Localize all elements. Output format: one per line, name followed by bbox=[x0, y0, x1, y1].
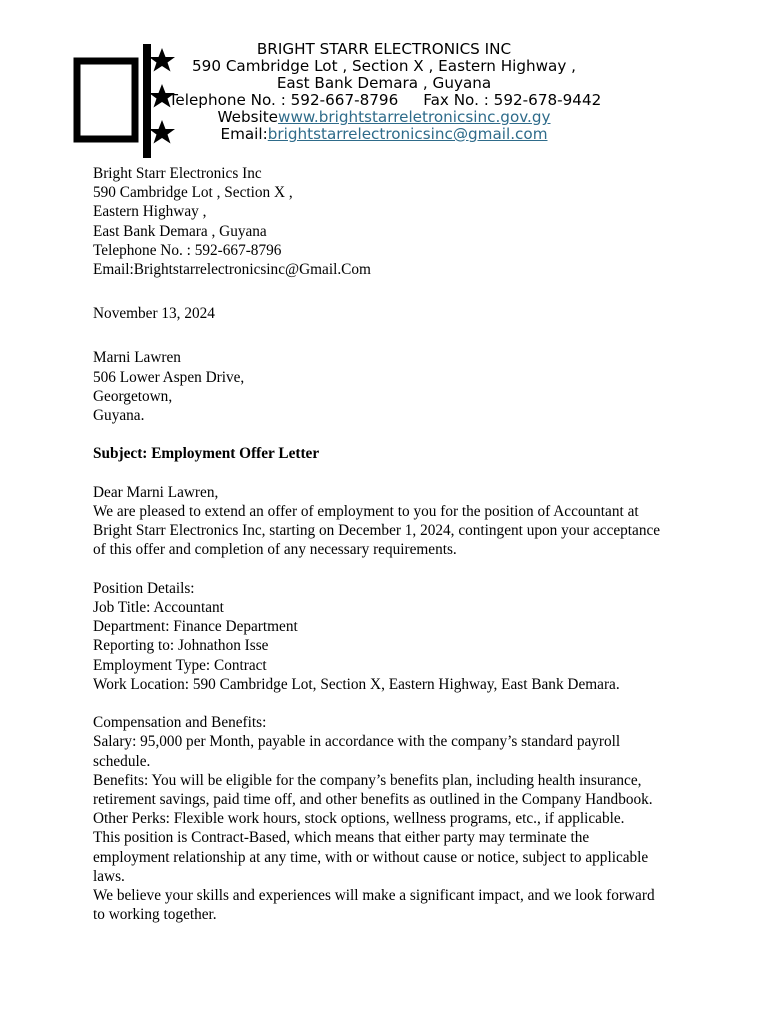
sender-block bbox=[93, 164, 683, 279]
compensation-line: laws. bbox=[93, 867, 125, 885]
compensation-line: Salary: 95,000 per Month, payable in accordance with the company’s standard payroll bbox=[93, 733, 621, 751]
letterhead-website bbox=[0, 109, 768, 126]
compensation-line: employment relationship at any time, with or without cause or notice, subject to applicable bbox=[93, 848, 649, 866]
position-reporting: Reporting to: Johnathon Isse bbox=[93, 637, 269, 655]
letterhead bbox=[0, 41, 768, 143]
recipient-address-line3: Guyana. bbox=[93, 407, 145, 425]
letter-body bbox=[93, 164, 683, 924]
compensation-line: We believe your skills and experiences will make a significant impact, and we look forward bbox=[93, 887, 655, 905]
letterhead-telephone: Telephone No. : 592-667-8796 bbox=[168, 91, 399, 109]
intro-line: of this offer and completion of any necessary requirements. bbox=[93, 541, 457, 559]
website-link[interactable]: www.brightstarreletronicsinc.gov.gy bbox=[278, 108, 551, 126]
position-location: Work Location: 590 Cambridge Lot, Section X, Eastern Highway, East Bank Demara. bbox=[93, 675, 620, 693]
letter-date: November 13, 2024 bbox=[93, 305, 215, 323]
compensation-line: to working together. bbox=[93, 906, 217, 924]
sender-email: Email:Brightstarrelectronicsinc@Gmail.Com bbox=[93, 261, 371, 279]
company-name: BRIGHT STARR ELECTRONICS INC bbox=[256, 40, 512, 58]
position-department: Department: Finance Department bbox=[93, 618, 298, 636]
letterhead-address-line2: East Bank Demara , Guyana bbox=[276, 74, 492, 92]
position-details bbox=[93, 579, 683, 694]
compensation-heading: Compensation and Benefits: bbox=[93, 714, 267, 732]
compensation-line: Other Perks: Flexible work hours, stock options, wellness programs, etc., if applicable. bbox=[93, 810, 625, 828]
greeting: Dear Marni Lawren, bbox=[93, 483, 219, 501]
compensation-line: This position is Contract-Based, which means that either party may terminate the bbox=[93, 829, 590, 847]
email-label: Email: bbox=[220, 125, 268, 143]
sender-address-line1: 590 Cambridge Lot , Section X , bbox=[93, 184, 293, 202]
recipient-name: Marni Lawren bbox=[93, 349, 181, 367]
website-label: Website bbox=[217, 108, 279, 126]
compensation-section bbox=[93, 713, 683, 924]
compensation-line: Benefits: You will be eligible for the company’s benefits plan, including health insurance, bbox=[93, 771, 642, 789]
letterhead-address-line1: 590 Cambridge Lot , Section X , Eastern Highway , bbox=[192, 57, 576, 75]
email-link[interactable]: brightstarrelectronicsinc@gmail.com bbox=[267, 125, 548, 143]
intro-line: We are pleased to extend an offer of employment to you for the position of Accountant at bbox=[93, 503, 639, 521]
sender-telephone: Telephone No. : 592-667-8796 bbox=[93, 241, 282, 259]
recipient-address-line1: 506 Lower Aspen Drive, bbox=[93, 368, 245, 386]
compensation-line: schedule. bbox=[93, 752, 151, 770]
letterhead-phone-fax bbox=[0, 92, 768, 109]
intro-line: Bright Starr Electronics Inc, starting on December 1, 2024, contingent upon your acceptance bbox=[93, 522, 661, 540]
letterhead-email bbox=[0, 126, 768, 143]
subject-line: Subject: Employment Offer Letter bbox=[93, 445, 320, 463]
sender-name: Bright Starr Electronics Inc bbox=[93, 165, 262, 182]
sender-address-line2: Eastern Highway , bbox=[93, 203, 207, 221]
compensation-line: retirement savings, paid time off, and other benefits as outlined in the Company Handbook. bbox=[93, 791, 653, 809]
recipient-block bbox=[93, 348, 683, 425]
position-heading: Position Details: bbox=[93, 579, 195, 597]
letterhead-fax: Fax No. : 592-678-9442 bbox=[423, 91, 602, 109]
intro-paragraph bbox=[93, 502, 683, 560]
position-job-title: Job Title: Accountant bbox=[93, 599, 224, 617]
sender-address-line3: East Bank Demara , Guyana bbox=[93, 222, 267, 240]
recipient-address-line2: Georgetown, bbox=[93, 387, 173, 405]
position-type: Employment Type: Contract bbox=[93, 656, 267, 674]
